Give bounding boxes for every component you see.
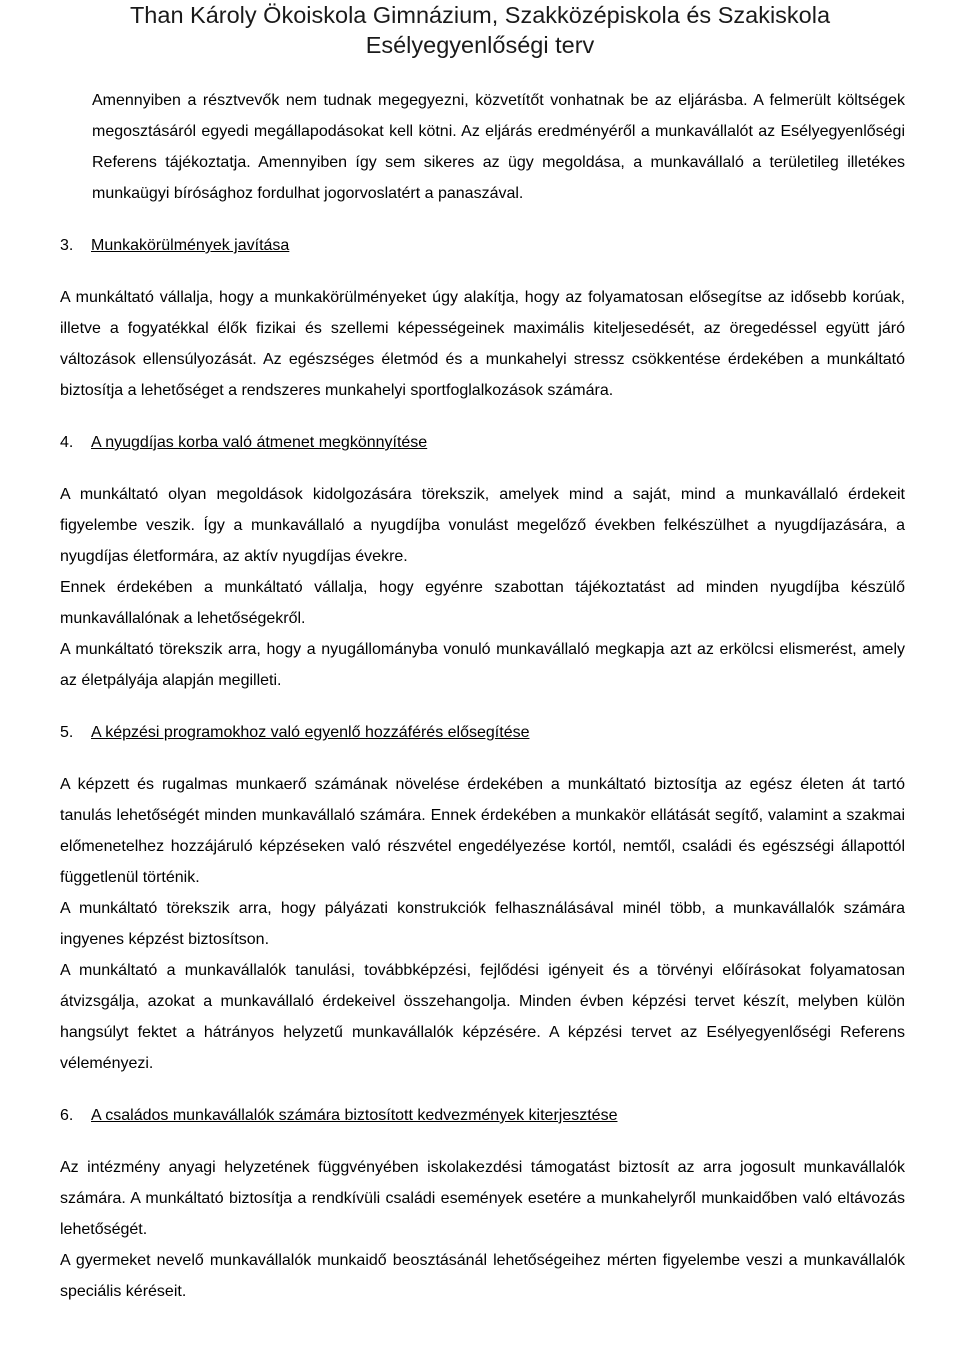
section-4-heading	[60, 427, 905, 458]
page-header	[0, 0, 960, 60]
section-5-heading	[60, 717, 905, 748]
section-3-paragraph-1: A munkáltató vállalja, hogy a munkakörülményeket úgy alakítja, hogy az folyamatosan elősegítse az idősebb korúak, illetve a fogyatékkal élők fizikai és szellemi képességeinek maximális kiteljesedését, az öregedéssel együtt járó változások ellensúlyozását. Az egészséges életmód és a munkahelyi stressz csökkentése érdekében a munkáltató biztosítja a lehetőséget a rendszeres munkahelyi sportfoglalkozások számára.	[60, 289, 905, 399]
section-title: A családos munkavállalók számára biztosított kedvezmények kiterjesztése	[91, 1107, 618, 1124]
section-number: 4.	[60, 434, 74, 451]
section-title: A nyugdíjas korba való átmenet megkönnyítése	[91, 434, 428, 451]
header-document-title: Esélyegyenlőségi terv	[365, 32, 595, 58]
section-number: 6.	[60, 1107, 74, 1124]
section-title: A képzési programokhoz való egyenlő hozzáférés elősegítése	[91, 724, 530, 741]
section-6-paragraph-2: A gyermeket nevelő munkavállalók munkaidő beosztásánál lehetőségeihez mérten figyelembe veszi a munkavállalók speciális kéréseit.	[60, 1252, 905, 1300]
section-4-paragraph-2: Ennek érdekében a munkáltató vállalja, hogy egyénre szabottan tájékoztatást ad minden nyugdíjba készülő munkavállalónak a lehetőségekről.	[60, 579, 905, 627]
intro-paragraph: Amennyiben a résztvevők nem tudnak megegyezni, közvetítőt vonhatnak be az eljárásba. A felmerült költségek megosztásáról egyedi megállapodásokat kell kötni. Az eljárás eredményéről a munkavállalót az Esélyegyenlőségi Referens tájékoztatja. Amennyiben így sem sikeres az ügy megoldása, a munkavállaló a területileg illetékes munkaügyi bírósághoz fordulhat jogorvoslatért a panaszával.	[92, 92, 905, 202]
document-body	[60, 85, 905, 1307]
section-number: 5.	[60, 724, 74, 741]
section-5-paragraph-2: A munkáltató törekszik arra, hogy pályázati konstrukciók felhasználásával minél több, a munkavállalók számára ingyenes képzést biztosítson.	[60, 900, 905, 948]
section-number: 3.	[60, 237, 74, 254]
header-school-name: Than Károly Ökoiskola Gimnázium, Szakközépiskola és Szakiskola	[129, 2, 831, 28]
section-title: Munkakörülmények javítása	[91, 237, 290, 254]
section-6-paragraph-1: Az intézmény anyagi helyzetének függvényében iskolakezdési támogatást biztosít az arra jogosult munkavállalók számára. A munkáltató biztosítja a rendkívüli családi események esetére a munkahelyről munkaidőben való eltávozás lehetőségét.	[60, 1159, 905, 1238]
section-4-paragraph-3: A munkáltató törekszik arra, hogy a nyugállományba vonuló munkavállaló megkapja azt az erkölcsi elismerést, amely az életpályája alapján megilleti.	[60, 641, 905, 689]
section-6-heading	[60, 1100, 905, 1131]
section-5-paragraph-3: A munkáltató a munkavállalók tanulási, továbbképzési, fejlődési igényeit és a törvényi előírásokat folyamatosan átvizsgálja, azokat a munkavállaló érdekeivel összehangolja. Minden évben képzési tervet készít, melyben külön hangsúlyt fektet a hátrányos helyzetű munkavállalók képzésére. A képzési tervet az Esélyegyenlőségi Referens véleményezi.	[60, 962, 905, 1072]
section-3-heading	[60, 230, 905, 261]
section-5-paragraph-1: A képzett és rugalmas munkaerő számának növelése érdekében a munkáltató biztosítja az egész életen át tartó tanulás lehetőségét minden munkavállaló számára. Ennek érdekében a munkakör ellátását segítő, valamint a szakmai előmenetelhez hozzájáruló képzéseken való részvétel engedélyezése kortól, nemtől, családi és egészségi állapottól függetlenül történik.	[60, 776, 905, 886]
section-4-paragraph-1: A munkáltató olyan megoldások kidolgozására törekszik, amelyek mind a saját, mind a munkavállaló érdekeit figyelembe veszik. Így a munkavállaló a nyugdíjba vonulást megelőző években felkészülhet a nyugdíjazására, a nyugdíjas életformára, az aktív nyugdíjas évekre.	[60, 486, 905, 565]
